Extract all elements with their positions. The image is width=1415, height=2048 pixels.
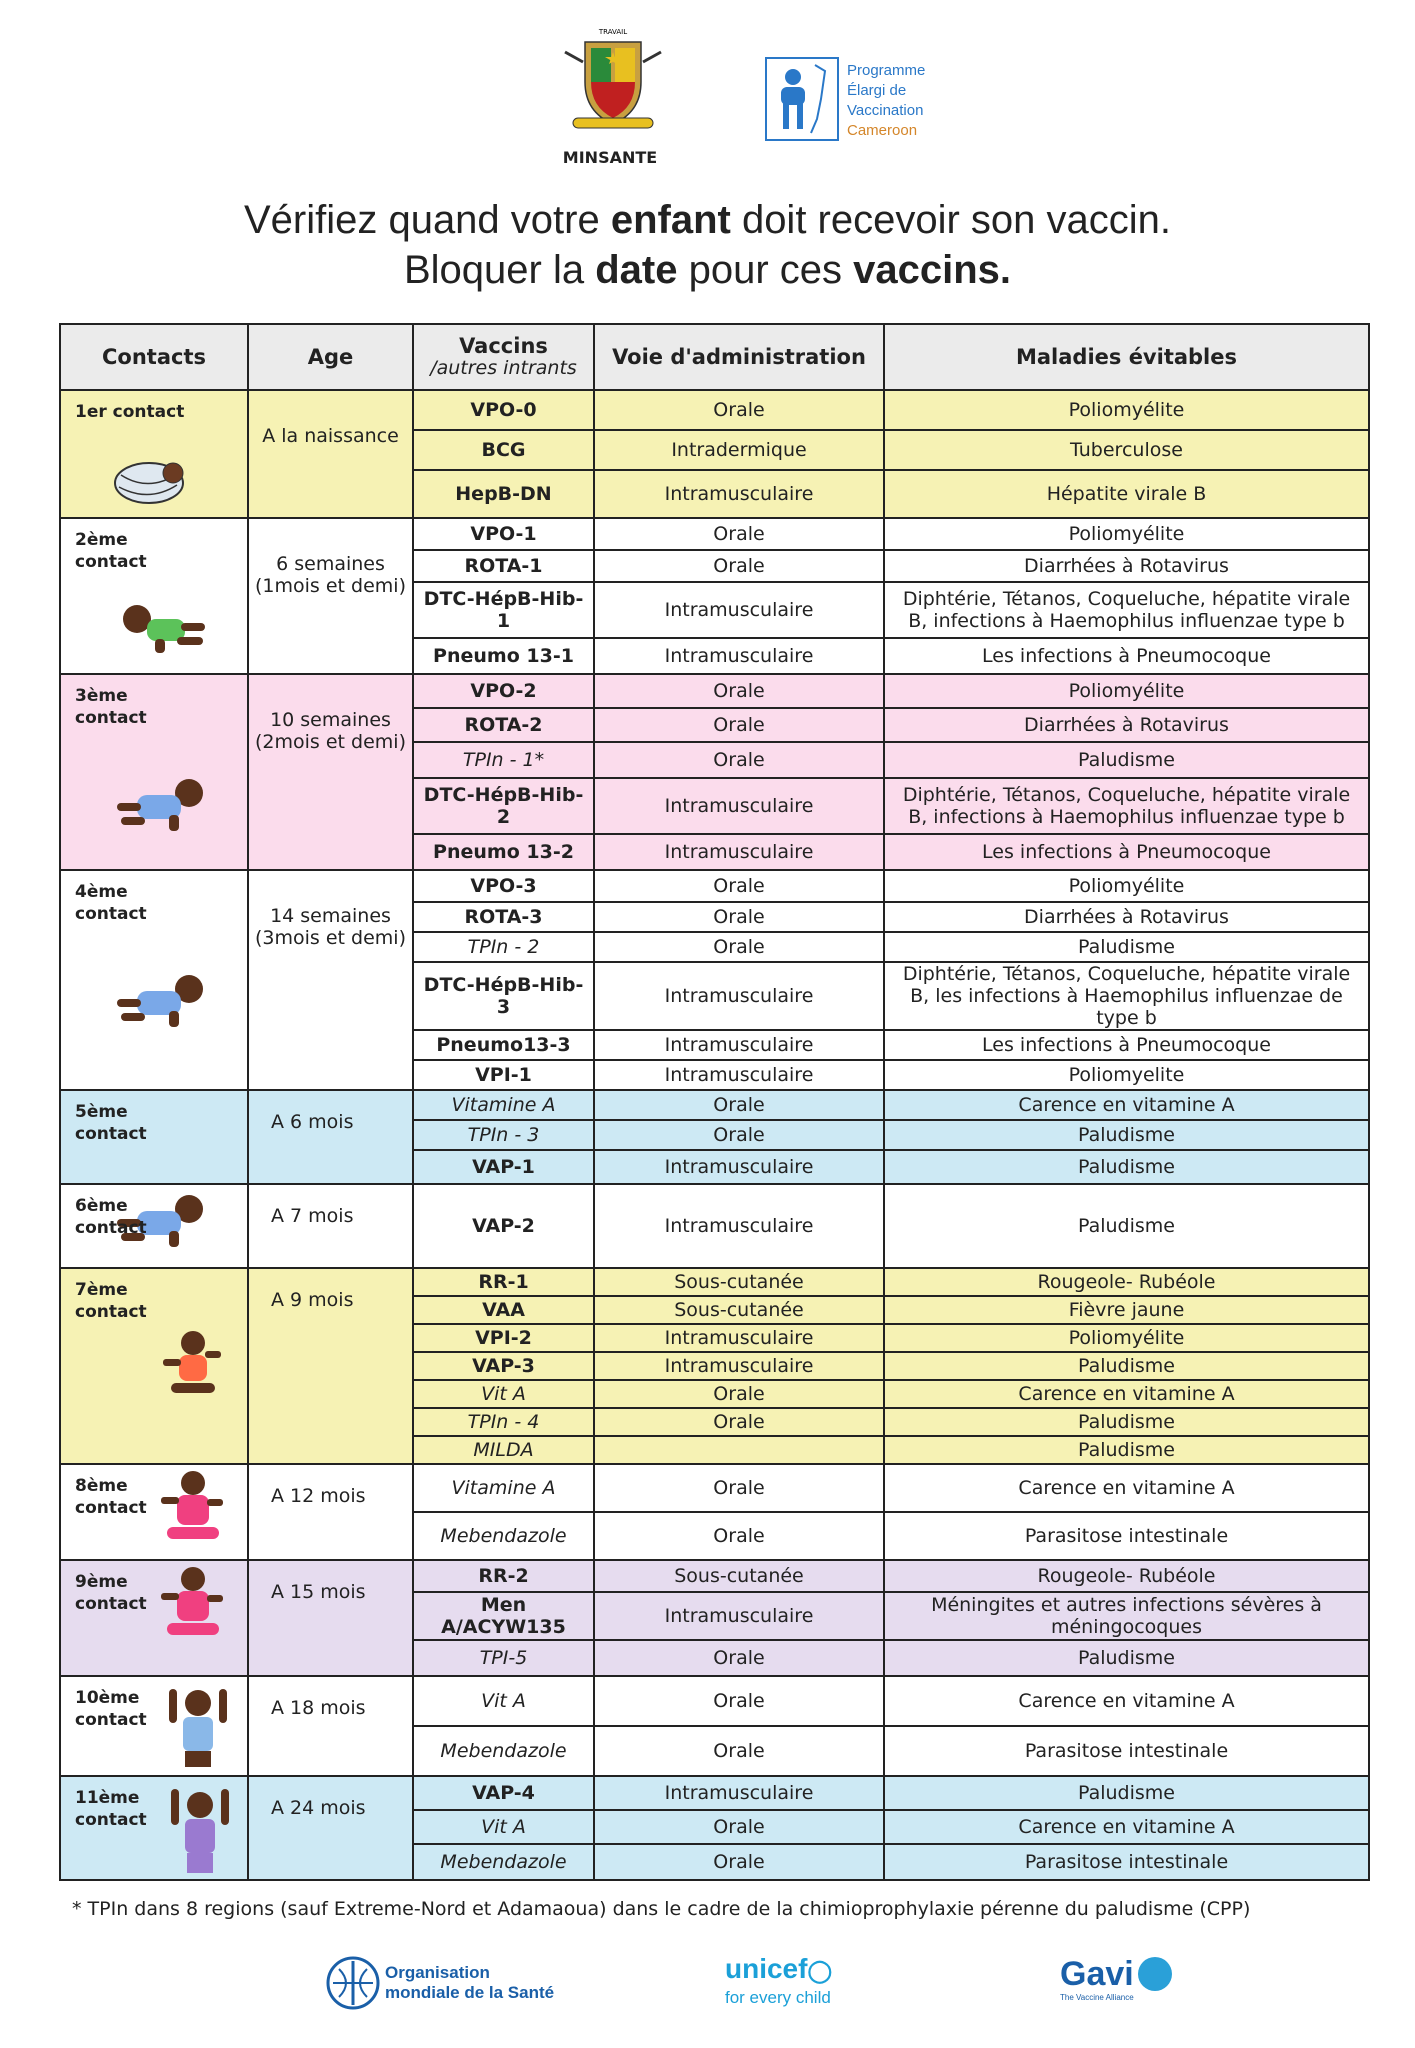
- unicef-name: unicef: [725, 1953, 808, 1984]
- baby-illustration-icon: [157, 1469, 227, 1554]
- title-segment: pour ces: [677, 248, 854, 292]
- vaccine-cell: Pneumo13-3: [413, 1030, 594, 1060]
- contact-cell: [60, 518, 248, 674]
- vaccine-cell: TPIn - 4: [413, 1408, 594, 1436]
- gavi-name: Gavi: [1060, 1955, 1134, 1993]
- title-segment: Vérifiez quand votre: [243, 198, 611, 242]
- disease-cell: Les infections à Pneumocoque: [884, 834, 1369, 870]
- disease-cell: Poliomyélite: [884, 390, 1369, 430]
- contact-cell: [60, 1464, 248, 1560]
- baby-illustration-icon: [157, 1565, 227, 1650]
- disease-cell: Paludisme: [884, 1436, 1369, 1464]
- age-cell: A 15 mois: [248, 1560, 413, 1676]
- disease-cell: Paludisme: [884, 932, 1369, 962]
- disease-cell: Diarrhées à Rotavirus: [884, 902, 1369, 932]
- route-cell: Orale: [594, 390, 884, 430]
- program-line: Élargi de: [847, 82, 907, 99]
- vaccine-cell: Vitamine A: [413, 1090, 594, 1120]
- vaccine-cell: Vit A: [413, 1676, 594, 1726]
- age-cell: A 7 mois: [248, 1184, 413, 1268]
- who-line-1: Organisation: [385, 1963, 490, 1982]
- route-cell: Intramusculaire: [594, 1592, 884, 1640]
- route-cell: Orale: [594, 870, 884, 902]
- header-voie: Voie d'administration: [594, 324, 884, 390]
- contact-cell: [60, 1184, 248, 1268]
- vaccine-cell: VAP-1: [413, 1150, 594, 1184]
- disease-cell: Diphtérie, Tétanos, Coqueluche, hépatite virale B, infections à Haemophilus influenzae type b: [884, 582, 1369, 638]
- route-cell: Orale: [594, 1676, 884, 1726]
- route-cell: Intramusculaire: [594, 962, 884, 1030]
- vaccine-cell: BCG: [413, 430, 594, 470]
- cameroon-coat-of-arms-logo: [555, 22, 671, 132]
- route-cell: Orale: [594, 674, 884, 708]
- baby-illustration-icon: [113, 775, 209, 840]
- table-body: [60, 390, 1369, 1880]
- program-line: Programme: [847, 62, 926, 79]
- route-cell: Intramusculaire: [594, 638, 884, 674]
- contact-label: 8ème contact: [75, 1476, 147, 1518]
- disease-cell: Diphtérie, Tétanos, Coqueluche, hépatite virale B, les infections à Haemophilus influenzae de type b: [884, 962, 1369, 1030]
- ministry-label: MINSANTE: [562, 148, 658, 167]
- globe-icon: ◯: [807, 1958, 833, 1983]
- vaccine-cell: VAP-4: [413, 1776, 594, 1810]
- disease-cell: Rougeole- Rubéole: [884, 1560, 1369, 1592]
- vaccine-cell: VAP-2: [413, 1184, 594, 1268]
- vaccine-cell: VAP-3: [413, 1352, 594, 1380]
- disease-cell: Diarrhées à Rotavirus: [884, 708, 1369, 742]
- svg-text:TRAVAIL: TRAVAIL: [598, 28, 628, 36]
- route-cell: Orale: [594, 1380, 884, 1408]
- baby-illustration-icon: [165, 1783, 235, 1884]
- age-cell: 14 semaines (3mois et demi): [248, 870, 413, 1090]
- disease-cell: Parasitose intestinale: [884, 1512, 1369, 1560]
- disease-cell: Carence en vitamine A: [884, 1464, 1369, 1512]
- route-cell: Intramusculaire: [594, 834, 884, 870]
- route-cell: Orale: [594, 1464, 884, 1512]
- disease-cell: Carence en vitamine A: [884, 1380, 1369, 1408]
- route-cell: Orale: [594, 550, 884, 582]
- route-cell: Orale: [594, 742, 884, 778]
- disease-cell: Tuberculose: [884, 430, 1369, 470]
- contact-cell: [60, 390, 248, 518]
- who-logo: [325, 1955, 555, 2015]
- gavi-logo: [1060, 1955, 1200, 2015]
- who-emblem-icon: [325, 1955, 381, 2011]
- vaccine-cell: ROTA-3: [413, 902, 594, 932]
- age-cell: A 12 mois: [248, 1464, 413, 1560]
- vaccine-cell: DTC-HépB-Hib-3: [413, 962, 594, 1030]
- pev-program-logo: [765, 57, 937, 145]
- disease-cell: Paludisme: [884, 1150, 1369, 1184]
- vaccine-cell: VPO-2: [413, 674, 594, 708]
- route-cell: Intramusculaire: [594, 1030, 884, 1060]
- vaccine-cell: TPIn - 2: [413, 932, 594, 962]
- title-segment: enfant: [610, 198, 731, 242]
- route-cell: Orale: [594, 902, 884, 932]
- baby-illustration-icon: [113, 971, 209, 1036]
- vaccine-cell: VPO-0: [413, 390, 594, 430]
- vaccine-cell: Pneumo 13-1: [413, 638, 594, 674]
- disease-cell: Paludisme: [884, 742, 1369, 778]
- route-cell: Orale: [594, 708, 884, 742]
- vaccine-cell: Pneumo 13-2: [413, 834, 594, 870]
- vaccine-cell: VAA: [413, 1296, 594, 1324]
- disease-cell: Paludisme: [884, 1640, 1369, 1676]
- vaccination-schedule-table: [59, 323, 1370, 1881]
- disease-cell: Diarrhées à Rotavirus: [884, 550, 1369, 582]
- route-cell: Orale: [594, 1810, 884, 1844]
- disease-cell: Paludisme: [884, 1120, 1369, 1150]
- route-cell: Intramusculaire: [594, 1060, 884, 1090]
- vaccine-cell: Vit A: [413, 1380, 594, 1408]
- vaccine-cell: Mebendazole: [413, 1512, 594, 1560]
- route-cell: Intramusculaire: [594, 582, 884, 638]
- header-vaccins: [413, 324, 594, 390]
- vaccine-cell: MILDA: [413, 1436, 594, 1464]
- vaccine-cell: TPIn - 3: [413, 1120, 594, 1150]
- contact-cell: [60, 1776, 248, 1880]
- baby-illustration-icon: [111, 453, 189, 514]
- title-segment: doit recevoir son vaccin.: [730, 198, 1172, 242]
- disease-cell: Poliomyélite: [884, 674, 1369, 708]
- title-line-1: [40, 195, 1375, 245]
- table-row: [60, 1268, 1369, 1296]
- disease-cell: Poliomyelite: [884, 1060, 1369, 1090]
- contact-label: 11ème contact: [75, 1788, 147, 1830]
- unicef-tagline: for every child: [725, 1988, 831, 2007]
- age-cell: A 24 mois: [248, 1776, 413, 1880]
- gavi-globe-icon: [1138, 1957, 1172, 1991]
- table-row: [60, 870, 1369, 902]
- vaccine-cell: Vit A: [413, 1810, 594, 1844]
- baby-illustration-icon: [163, 1683, 233, 1778]
- vaccine-cell: VPO-1: [413, 518, 594, 550]
- table-row: [60, 674, 1369, 708]
- disease-cell: Poliomyélite: [884, 870, 1369, 902]
- contact-cell: [60, 1560, 248, 1676]
- contact-cell: [60, 1268, 248, 1464]
- vaccine-cell: Vitamine A: [413, 1464, 594, 1512]
- disease-cell: Carence en vitamine A: [884, 1676, 1369, 1726]
- header-vaccins-label: Vaccins: [459, 334, 548, 358]
- baby-illustration-icon: [115, 597, 211, 662]
- who-line-2: mondiale de la Santé: [385, 1983, 555, 2002]
- gavi-tagline: The Vaccine Alliance: [1060, 1993, 1134, 2002]
- disease-cell: Carence en vitamine A: [884, 1810, 1369, 1844]
- vaccine-cell: VPI-2: [413, 1324, 594, 1352]
- header-age: Age: [248, 324, 413, 390]
- disease-cell: Poliomyélite: [884, 518, 1369, 550]
- age-cell: A 9 mois: [248, 1268, 413, 1464]
- disease-cell: Fièvre jaune: [884, 1296, 1369, 1324]
- contact-cell: [60, 870, 248, 1090]
- contact-label: 4ème contact: [75, 882, 147, 924]
- vaccine-cell: TPIn - 1*: [413, 742, 594, 778]
- route-cell: Orale: [594, 518, 884, 550]
- table-row: [60, 1676, 1369, 1726]
- disease-cell: Parasitose intestinale: [884, 1844, 1369, 1880]
- route-cell: Intramusculaire: [594, 1324, 884, 1352]
- contact-label: 1er contact: [75, 402, 185, 422]
- vaccine-cell: ROTA-1: [413, 550, 594, 582]
- contact-label: 6ème contact: [75, 1196, 147, 1238]
- route-cell: Intramusculaire: [594, 470, 884, 518]
- disease-cell: Rougeole- Rubéole: [884, 1268, 1369, 1296]
- program-line: Cameroon: [847, 122, 918, 139]
- age-cell: 10 semaines (2mois et demi): [248, 674, 413, 870]
- disease-cell: Paludisme: [884, 1408, 1369, 1436]
- vaccine-cell: Men A/ACYW135: [413, 1592, 594, 1640]
- age-cell: A 6 mois: [248, 1090, 413, 1184]
- disease-cell: Les infections à Pneumocoque: [884, 1030, 1369, 1060]
- disease-cell: Paludisme: [884, 1776, 1369, 1810]
- route-cell: Sous-cutanée: [594, 1268, 884, 1296]
- disease-cell: Méningites et autres infections sévères à méningocoques: [884, 1592, 1369, 1640]
- title-line-2: [40, 245, 1375, 295]
- header-maladies: Maladies évitables: [884, 324, 1369, 390]
- route-cell: Orale: [594, 1726, 884, 1776]
- route-cell: Intramusculaire: [594, 1184, 884, 1268]
- disease-cell: Paludisme: [884, 1184, 1369, 1268]
- vaccine-cell: TPI-5: [413, 1640, 594, 1676]
- route-cell: Orale: [594, 932, 884, 962]
- disease-cell: Poliomyélite: [884, 1324, 1369, 1352]
- title-segment: Bloquer la: [403, 248, 596, 292]
- unicef-logo: [725, 1953, 845, 2019]
- route-cell: Intramusculaire: [594, 778, 884, 834]
- table-row: [60, 1776, 1369, 1810]
- vaccine-cell: VPO-3: [413, 870, 594, 902]
- contact-cell: [60, 674, 248, 870]
- age-cell: A 18 mois: [248, 1676, 413, 1776]
- disease-cell: Hépatite virale B: [884, 470, 1369, 518]
- vaccine-cell: RR-2: [413, 1560, 594, 1592]
- vaccine-cell: Mebendazole: [413, 1844, 594, 1880]
- route-cell: Intramusculaire: [594, 1352, 884, 1380]
- disease-cell: Parasitose intestinale: [884, 1726, 1369, 1776]
- route-cell: [594, 1436, 884, 1464]
- table-header-row: [60, 324, 1369, 390]
- contact-label: 3ème contact: [75, 686, 147, 728]
- header-contacts: Contacts: [60, 324, 248, 390]
- contact-label: 10ème contact: [75, 1688, 147, 1730]
- route-cell: Intramusculaire: [594, 1776, 884, 1810]
- route-cell: Orale: [594, 1120, 884, 1150]
- vaccine-cell: VPI-1: [413, 1060, 594, 1090]
- route-cell: Intradermique: [594, 430, 884, 470]
- footnote: * TPIn dans 8 regions (sauf Extreme-Nord et Adamaoua) dans le cadre de la chimioprophylaxie pérenne du paludisme (CPP): [72, 1898, 1251, 1920]
- route-cell: Orale: [594, 1408, 884, 1436]
- vaccination-icon: [767, 59, 837, 139]
- vaccine-cell: Mebendazole: [413, 1726, 594, 1776]
- table-row: [60, 518, 1369, 550]
- table-row: [60, 390, 1369, 430]
- route-cell: Orale: [594, 1090, 884, 1120]
- route-cell: Sous-cutanée: [594, 1560, 884, 1592]
- vaccine-cell: ROTA-2: [413, 708, 594, 742]
- contact-label: 2ème contact: [75, 530, 147, 572]
- contact-label: 7ème contact: [75, 1280, 147, 1322]
- vaccine-cell: HepB-DN: [413, 470, 594, 518]
- header-vaccins-sub: /autres intrants: [430, 357, 577, 379]
- disease-cell: Diphtérie, Tétanos, Coqueluche, hépatite virale B, infections à Haemophilus influenzae type b: [884, 778, 1369, 834]
- table-row: [60, 1090, 1369, 1120]
- contact-label: 9ème contact: [75, 1572, 147, 1614]
- age-cell: A la naissance: [248, 390, 413, 518]
- baby-illustration-icon: [157, 1329, 227, 1408]
- table-row: [60, 1184, 1369, 1268]
- vaccine-cell: DTC-HépB-Hib-1: [413, 582, 594, 638]
- route-cell: Intramusculaire: [594, 1150, 884, 1184]
- disease-cell: Paludisme: [884, 1352, 1369, 1380]
- page-title: [40, 195, 1375, 295]
- contact-cell: [60, 1090, 248, 1184]
- table-row: [60, 1464, 1369, 1512]
- route-cell: Orale: [594, 1640, 884, 1676]
- table-row: [60, 1560, 1369, 1592]
- title-segment: vaccins.: [853, 248, 1012, 292]
- route-cell: Orale: [594, 1512, 884, 1560]
- program-line: Vaccination: [847, 102, 924, 119]
- contact-label: 5ème contact: [75, 1102, 147, 1144]
- title-segment: date: [595, 248, 678, 292]
- route-cell: Sous-cutanée: [594, 1296, 884, 1324]
- vaccine-cell: DTC-HépB-Hib-2: [413, 778, 594, 834]
- age-cell: 6 semaines (1mois et demi): [248, 518, 413, 674]
- disease-cell: Carence en vitamine A: [884, 1090, 1369, 1120]
- route-cell: Orale: [594, 1844, 884, 1880]
- contact-cell: [60, 1676, 248, 1776]
- vaccine-cell: RR-1: [413, 1268, 594, 1296]
- disease-cell: Les infections à Pneumocoque: [884, 638, 1369, 674]
